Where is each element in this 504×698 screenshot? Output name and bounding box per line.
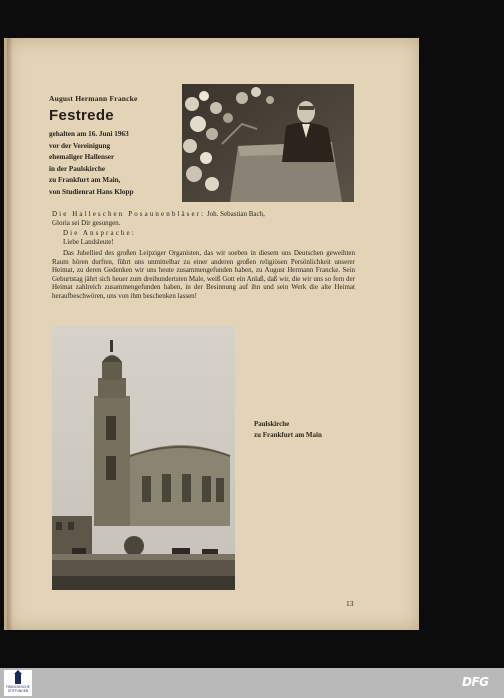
photo-caption [254, 419, 322, 441]
church-photo [52, 326, 235, 590]
dfg-logo[interactable]: DFG [462, 675, 489, 689]
caption-line: zu Frankfurt am Main [254, 431, 322, 439]
subtitle-block [49, 129, 184, 199]
subtitle-line: vor der Vereinigung [49, 141, 111, 150]
subtitle-line: von Studienrat Hans Klopp [49, 187, 134, 196]
body-line: Gloria sei Dir gesungen. [52, 219, 121, 227]
caption-line: Paulskirche [254, 420, 290, 428]
performer-piece: Joh. Sebastian Bach, [205, 210, 265, 218]
building-icon [4, 670, 32, 686]
logo-label: FRANCKESCHE STIFTUNGEN [6, 685, 30, 693]
author-name: August Hermann Francke [49, 94, 138, 103]
subtitle-line: gehalten am 16. Juni 1963 [49, 130, 129, 138]
salutation: Liebe Landsleute! [63, 238, 114, 246]
speaker-photo [182, 84, 354, 202]
viewer-footer-bar [0, 668, 504, 698]
francke-foundation-logo[interactable] [4, 670, 32, 696]
page-number: 13 [346, 599, 354, 608]
subtitle-line: in der Paulskirche [49, 164, 106, 173]
section-label: Die Ansprache: [63, 229, 136, 237]
subtitle-line: zu Frankfurt am Main, [49, 176, 121, 185]
scanned-page [4, 38, 419, 630]
body-line-intro [52, 210, 355, 219]
subtitle-line: ehemaliger Hallenser [49, 153, 115, 162]
page-title: Festrede [49, 107, 114, 124]
body-paragraph: Das Jubellied des großen Leipziger Organisten, das wir soeben in diesem uns Deutschen geweihten Raum hören durften, führt uns unmittelbar zu einer anderen großen religiösen Persönlichkeit unserer Heimat, zu deren Gedenken wir uns heute zusammengefunden haben, zu August Hermann Francke. Sein Geburtstag jährt sich heuer zum dreihundertsten Male, weiß Gott ein Anlaß, daß wir, die wir uns so fern der Heimat zahlreich zusammengefunden haben, in der Besinnung auf ihn und sein Werk die alte Heimat heraufbeschwören, uns von ihm beschenken lassen! [52, 249, 355, 300]
performer-label: Die Halleschen Posaunenbläser: [52, 210, 206, 218]
